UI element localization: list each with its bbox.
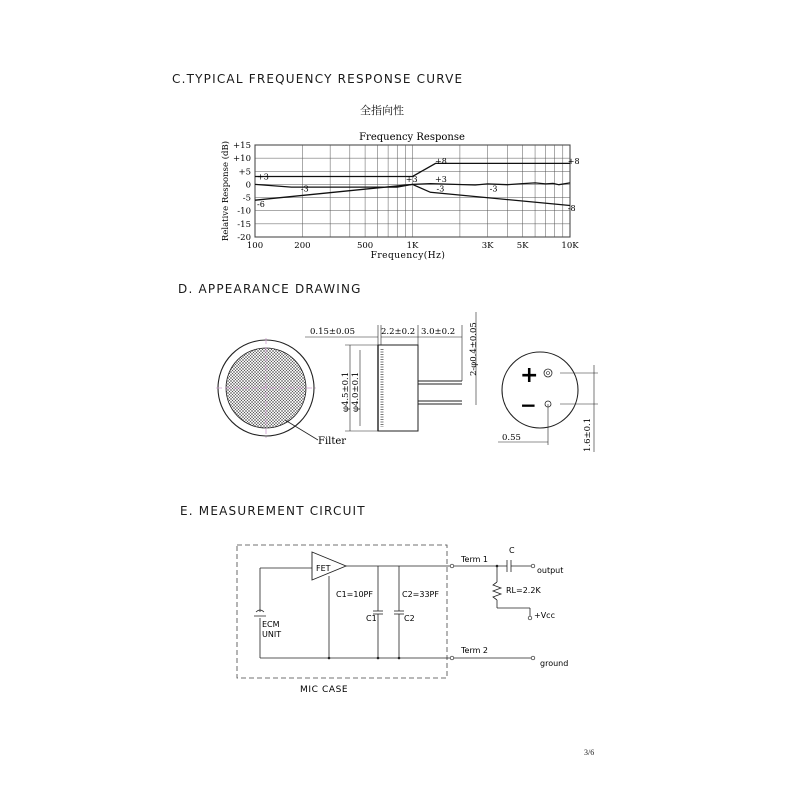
output-label: output [537,566,564,575]
curve-annotation: +3 [435,175,447,185]
y-tick-label: 0 [245,180,251,191]
x-tick-label: 10K [561,241,579,251]
unit-label: UNIT [262,630,282,639]
x-tick-label: 500 [356,241,374,251]
x-tick-label: 5K [516,241,529,251]
ground-label: ground [540,659,569,668]
curve-annotation: +8 [435,156,447,166]
curve-annotation: -3 [300,184,309,194]
dim-depth-2: 3.0±0.2 [421,327,456,337]
mic-case-label: MIC CASE [300,685,349,695]
y-tick-label: +5 [238,167,251,178]
curve-annotation: -3 [436,184,445,194]
appearance-section-heading: D. APPEARANCE DRAWING [178,282,362,296]
minus-polarity: − [520,393,537,417]
term1-label: Term 1 [461,555,489,564]
ecm-label: ECM [262,620,280,629]
term1-node [450,564,454,568]
curve-annotation: -3 [489,184,498,194]
curve-annotation: +8 [567,156,580,166]
x-tick-label: 100 [246,241,264,251]
dim-pin-diameter: 2-φ0.4±0.05 [469,322,479,376]
fet-label: FET [316,564,331,573]
y-tick-label: +10 [233,154,251,165]
curve-annotation: +3 [405,175,418,185]
curve-annotation: -8 [567,204,576,214]
vcc-label: +Vcc [534,611,555,620]
curve-annotation: -6 [257,200,265,210]
directivity-subtitle: 全指向性 [360,104,404,117]
dim-inner-diameter: φ4.0±0.1 [351,371,361,412]
c1-label: C1 [366,614,377,623]
circuit-section-heading: E. MEASUREMENT CIRCUIT [180,504,366,518]
y-tick-label: -5 [242,193,251,204]
term2-label: Term 2 [461,646,489,655]
filter-label: Filter [318,436,347,447]
dim-outer-diameter: φ4.5±0.1 [341,371,351,412]
x-tick-label: 3K [481,241,494,251]
rl-value: RL=2.2K [506,586,541,595]
term2-node [450,656,454,660]
y-tick-label: -20 [237,233,251,243]
x-tick-label: 200 [294,241,311,251]
c2-value: C2=33PF [402,590,439,599]
frequency-section-heading: C.TYPICAL FREQUENCY RESPONSE CURVE [172,72,464,86]
dim-pin-spacing: 1.6±0.1 [583,417,593,452]
dim-pin-offset: 0.55 [502,433,521,443]
x-axis-label: Frequency(Hz) [370,251,446,261]
curve-annotation: +3 [257,172,269,182]
c1-value: C1=10PF [336,590,373,599]
c2-label: C2 [404,614,415,623]
chart-title: Frequency Response [359,132,465,143]
y-axis-label: Relative Response (dB) [221,140,231,242]
x-tick-label: 1K [406,241,419,251]
load-resistor [493,582,501,600]
coupling-cap-label: C [509,546,515,555]
y-tick-label: -15 [237,219,251,230]
plus-polarity: + [520,363,539,388]
dim-mesh-thickness: 0.15±0.05 [310,327,355,337]
page-number: 3/6 [584,748,595,757]
y-tick-label: -10 [237,206,251,217]
dim-depth-1: 2.2±0.2 [381,327,416,337]
y-tick-label: +15 [233,141,251,151]
